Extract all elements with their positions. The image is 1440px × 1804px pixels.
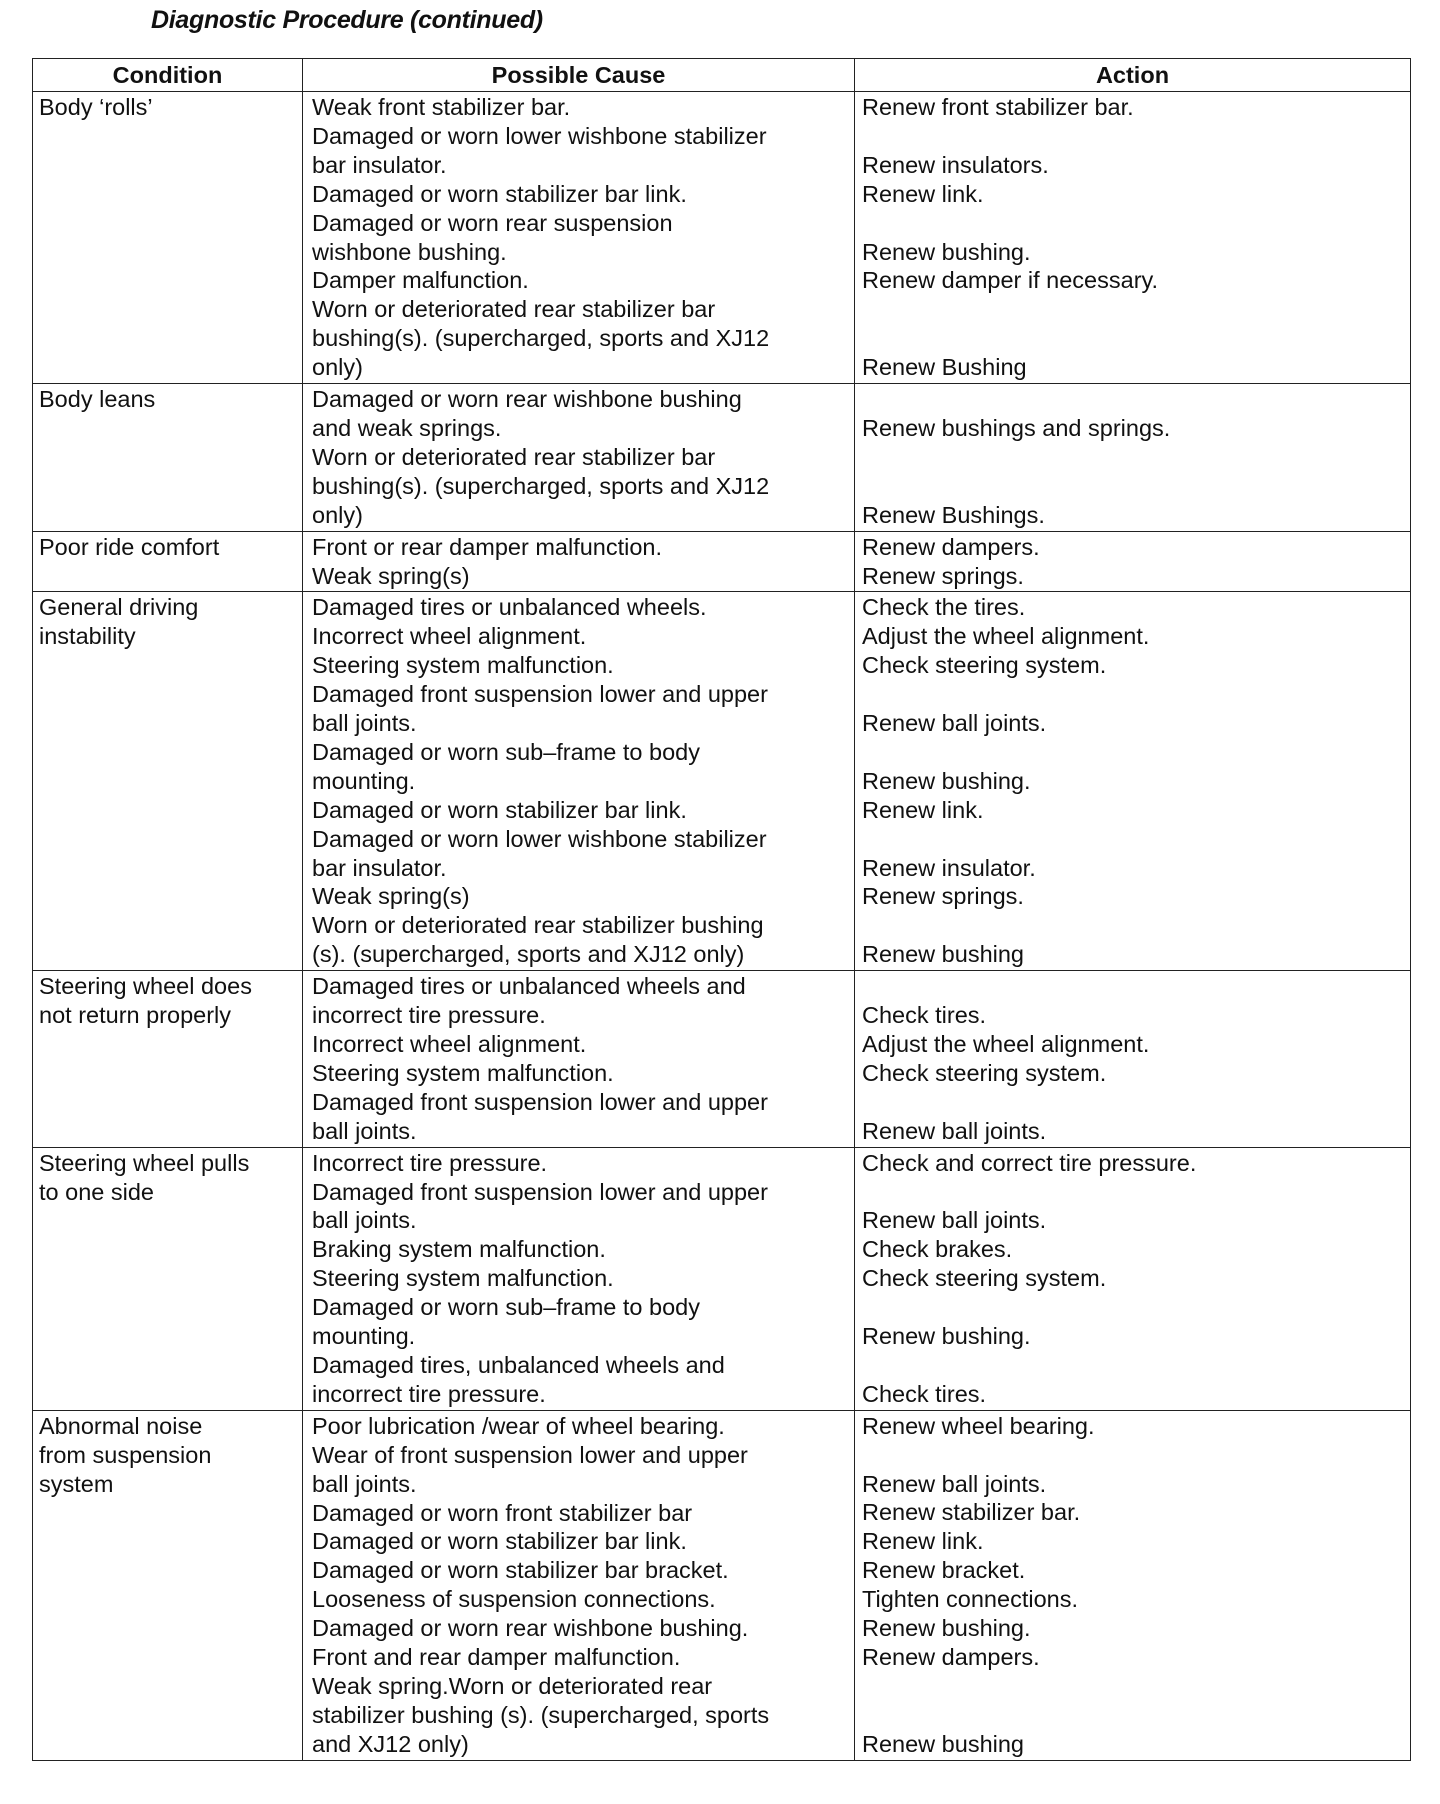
action-line: Renew ball joints. — [862, 710, 1047, 737]
action-line: Renew link. — [862, 1528, 984, 1555]
cause-line: Worn or deteriorated rear stabilizer bar — [312, 443, 716, 470]
cause-line: incorrect tire pressure. — [312, 1380, 546, 1407]
action-line — [862, 443, 1404, 472]
action-line: Tighten connections. — [862, 1586, 1078, 1613]
cause-line: Steering system malfunction. — [312, 652, 614, 679]
action-line — [862, 1088, 1404, 1117]
action-line: Renew ball joints. — [862, 1207, 1047, 1234]
condition-line: instability — [39, 623, 136, 650]
cause-line: Braking system malfunction. — [312, 1236, 606, 1263]
cause-line: Damaged or worn stabilizer bar link. — [312, 796, 687, 823]
condition-cell — [33, 971, 303, 1147]
condition-line: Body leans — [39, 386, 156, 413]
action-line: Renew Bushing — [862, 354, 1027, 381]
table-row — [33, 384, 1411, 532]
table-body — [33, 92, 1411, 1761]
cause-line: Front and rear damper malfunction. — [312, 1644, 681, 1671]
cause-line: ball joints. — [312, 1207, 417, 1234]
condition-line: General driving — [39, 594, 199, 621]
cause-line: Weak spring(s) — [312, 883, 470, 910]
table-row — [33, 92, 1411, 384]
action-line: Renew bushing. — [862, 1323, 1031, 1350]
action-line — [862, 295, 1404, 324]
condition-line: from suspension — [39, 1441, 212, 1468]
action-line: Renew dampers. — [862, 1644, 1040, 1671]
action-line — [862, 1293, 1404, 1322]
condition-line: Steering wheel does — [39, 973, 252, 1000]
header-row — [33, 59, 1411, 92]
action-line — [862, 911, 1404, 940]
action-line: Check steering system. — [862, 1059, 1107, 1086]
action-line — [862, 680, 1404, 709]
action-line: Renew ball joints. — [862, 1470, 1047, 1497]
possible-cause-cell — [303, 592, 855, 971]
cause-line: wishbone bushing. — [312, 238, 507, 265]
table-row — [33, 531, 1411, 592]
action-cell — [855, 531, 1411, 592]
action-line — [862, 1672, 1404, 1701]
cause-line: Damaged tires or unbalanced wheels. — [312, 594, 707, 621]
action-line: Renew springs. — [862, 883, 1024, 910]
action-line: Renew bushing. — [862, 767, 1031, 794]
cause-line: Incorrect wheel alignment. — [312, 623, 587, 650]
possible-cause-cell — [303, 971, 855, 1147]
cause-line: Damaged tires, unbalanced wheels and — [312, 1351, 725, 1378]
cause-line: bar insulator. — [312, 854, 447, 881]
cause-line: Damaged or worn front stabilizer bar — [312, 1499, 693, 1526]
cause-line: Damaged or worn rear wishbone bushing. — [312, 1615, 749, 1642]
action-line: Renew bushing — [862, 941, 1024, 968]
table-row — [33, 592, 1411, 971]
cause-line: and XJ12 only) — [312, 1730, 469, 1757]
cause-line: only) — [312, 354, 363, 381]
cause-line: mounting. — [312, 1323, 416, 1350]
possible-cause-cell — [303, 92, 855, 384]
cause-line: Weak spring(s) — [312, 562, 470, 589]
cause-line: ball joints. — [312, 710, 417, 737]
action-cell — [855, 971, 1411, 1147]
action-line — [862, 324, 1404, 353]
condition-line: to one side — [39, 1178, 154, 1205]
cause-line: (s). (supercharged, sports and XJ12 only) — [312, 941, 745, 968]
action-line — [862, 385, 1404, 414]
action-line: Renew bushing. — [862, 1615, 1031, 1642]
action-line: Check tires. — [862, 1380, 987, 1407]
cause-line: Damaged or worn lower wishbone stabilizer — [312, 122, 767, 149]
cause-line: Damaged or worn rear suspension — [312, 209, 673, 236]
action-line: Renew wheel bearing. — [862, 1412, 1095, 1439]
possible-cause-cell — [303, 1410, 855, 1760]
possible-cause-cell — [303, 531, 855, 592]
cause-line: Damaged or worn lower wishbone stabilizer — [312, 825, 767, 852]
cause-line: ball joints. — [312, 1470, 417, 1497]
cause-line: stabilizer bushing (s). (supercharged, sports — [312, 1701, 770, 1728]
cause-line: Damaged or worn sub–frame to body — [312, 1294, 700, 1321]
action-line: Adjust the wheel alignment. — [862, 623, 1150, 650]
cause-line: Damaged or worn rear wishbone bushing — [312, 386, 742, 413]
action-line: Check steering system. — [862, 1265, 1107, 1292]
action-line: Renew bracket. — [862, 1557, 1026, 1584]
action-line: Renew bushing. — [862, 238, 1031, 265]
condition-cell — [33, 1147, 303, 1410]
action-line: Renew link. — [862, 796, 984, 823]
action-line — [862, 1178, 1404, 1207]
action-line: Renew damper if necessary. — [862, 267, 1159, 294]
condition-line: Body ‘rolls’ — [39, 94, 153, 120]
header-condition: Condition — [33, 59, 303, 92]
action-line: Check tires. — [862, 1002, 987, 1029]
cause-line: and weak springs. — [312, 414, 502, 441]
action-line: Renew stabilizer bar. — [862, 1499, 1081, 1526]
cause-line: Damaged or worn sub–frame to body — [312, 738, 700, 765]
cause-line: Damaged front suspension lower and upper — [312, 1088, 768, 1115]
action-cell — [855, 592, 1411, 971]
cause-line: ball joints. — [312, 1117, 417, 1144]
condition-cell — [33, 1410, 303, 1760]
possible-cause-cell — [303, 1147, 855, 1410]
condition-line: Abnormal noise — [39, 1412, 203, 1439]
table-row — [33, 971, 1411, 1147]
cause-line: Damaged or worn stabilizer bar bracket. — [312, 1557, 729, 1584]
action-line: Renew dampers. — [862, 533, 1040, 560]
cause-line: incorrect tire pressure. — [312, 1002, 546, 1029]
cause-line: Incorrect wheel alignment. — [312, 1031, 587, 1057]
action-line — [862, 825, 1404, 854]
action-cell — [855, 384, 1411, 532]
header-action: Action — [855, 59, 1411, 92]
cause-line: Incorrect tire pressure. — [312, 1149, 548, 1176]
action-line: Check brakes. — [862, 1236, 1013, 1263]
action-line — [862, 1351, 1404, 1380]
action-cell — [855, 1147, 1411, 1410]
action-line: Renew bushing — [862, 1730, 1024, 1757]
condition-cell — [33, 592, 303, 971]
cause-line: Worn or deteriorated rear stabilizer bushing — [312, 912, 764, 939]
cause-line: bushing(s). (supercharged, sports and XJ12 — [312, 325, 770, 352]
action-line: Renew link. — [862, 180, 984, 207]
cause-line: bushing(s). (supercharged, sports and XJ12 — [312, 472, 770, 499]
action-line — [862, 738, 1404, 767]
condition-line: system — [39, 1470, 114, 1497]
cause-line: Damaged tires or unbalanced wheels and — [312, 973, 746, 1000]
action-line: Renew front stabilizer bar. — [862, 94, 1134, 120]
cause-line: bar insulator. — [312, 151, 447, 178]
cause-line: Damaged front suspension lower and upper — [312, 1178, 768, 1205]
cause-line: only) — [312, 501, 363, 528]
condition-line: Poor ride comfort — [39, 533, 220, 560]
cause-line: Damaged or worn stabilizer bar link. — [312, 180, 687, 207]
condition-line: not return properly — [39, 1002, 232, 1029]
action-line: Check and correct tire pressure. — [862, 1149, 1197, 1176]
action-line: Check steering system. — [862, 652, 1107, 679]
action-line: Adjust the wheel alignment. — [862, 1030, 1150, 1057]
cause-line: Damper malfunction. — [312, 267, 529, 294]
action-cell — [855, 92, 1411, 384]
action-line — [862, 209, 1404, 238]
cause-line: Worn or deteriorated rear stabilizer bar — [312, 296, 716, 323]
condition-line: Steering wheel pulls — [39, 1149, 250, 1176]
action-line: Renew ball joints. — [862, 1117, 1047, 1144]
cause-line: Weak spring.Worn or deteriorated rear — [312, 1672, 713, 1699]
cause-line: Steering system malfunction. — [312, 1059, 614, 1086]
action-cell — [855, 1410, 1411, 1760]
table-row — [33, 1147, 1411, 1410]
cause-line: Wear of front suspension lower and upper — [312, 1441, 748, 1468]
cause-line: Front or rear damper malfunction. — [312, 533, 663, 560]
cause-line: Poor lubrication /wear of wheel bearing. — [312, 1412, 725, 1439]
action-line: Check the tires. — [862, 594, 1026, 621]
action-line: Renew insulator. — [862, 854, 1036, 881]
action-line — [862, 472, 1404, 501]
header-possible-cause: Possible Cause — [303, 59, 855, 92]
cause-line: Looseness of suspension connections. — [312, 1586, 716, 1613]
cause-line: Weak front stabilizer bar. — [312, 94, 571, 120]
condition-cell — [33, 531, 303, 592]
cause-line: Damaged or worn stabilizer bar link. — [312, 1528, 687, 1555]
cause-line: Damaged front suspension lower and upper — [312, 681, 768, 708]
action-line: Renew insulators. — [862, 151, 1049, 178]
table-row — [33, 1410, 1411, 1760]
action-line — [862, 1701, 1404, 1730]
condition-cell — [33, 92, 303, 384]
action-line — [862, 972, 1404, 1001]
action-line: Renew bushings and springs. — [862, 414, 1171, 441]
condition-cell — [33, 384, 303, 532]
action-line: Renew Bushings. — [862, 501, 1045, 528]
cause-line: mounting. — [312, 767, 416, 794]
page-heading: Diagnostic Procedure (continued) — [151, 6, 543, 34]
action-line — [862, 1441, 1404, 1470]
action-line — [862, 122, 1404, 151]
diagnostic-table — [32, 58, 1411, 1761]
action-line: Renew springs. — [862, 562, 1024, 589]
possible-cause-cell — [303, 384, 855, 532]
cause-line: Steering system malfunction. — [312, 1265, 614, 1292]
